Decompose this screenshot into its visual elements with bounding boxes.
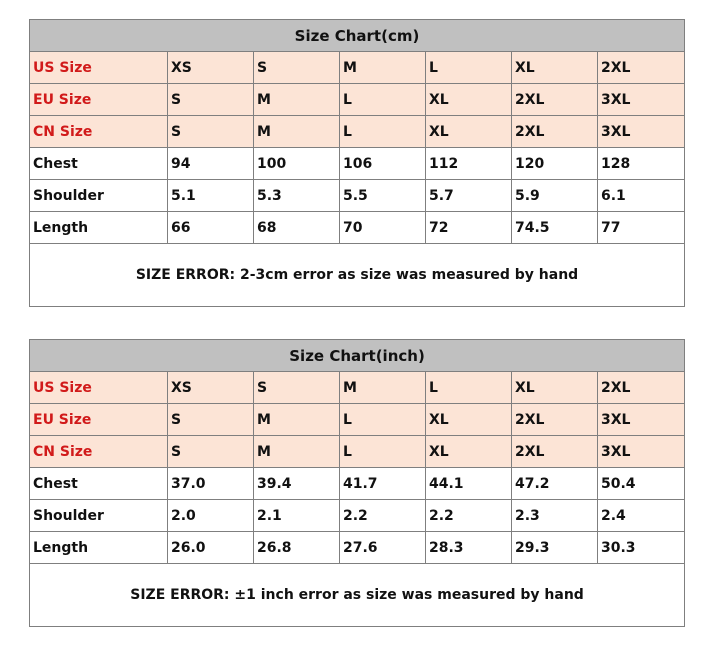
table-cell: 2.3 bbox=[512, 500, 598, 532]
table-cell: 2XL bbox=[512, 436, 598, 468]
table-cell: L bbox=[426, 372, 512, 404]
table-row bbox=[30, 180, 685, 212]
table-cell: 2.2 bbox=[426, 500, 512, 532]
table-row bbox=[30, 532, 685, 564]
table-cell: XL bbox=[512, 372, 598, 404]
table-cell: 2.0 bbox=[168, 500, 254, 532]
table-cell: 2.2 bbox=[340, 500, 426, 532]
table-cell: 2XL bbox=[512, 116, 598, 148]
table-cell: 5.3 bbox=[254, 180, 340, 212]
table-cell: 120 bbox=[512, 148, 598, 180]
size-error-note: SIZE ERROR: 2-3cm error as size was measured by hand bbox=[30, 244, 685, 307]
row-label: Shoulder bbox=[30, 500, 168, 532]
table-cell: XL bbox=[426, 84, 512, 116]
table-cell: 29.3 bbox=[512, 532, 598, 564]
table-cell: 26.8 bbox=[254, 532, 340, 564]
chart-title: Size Chart(inch) bbox=[30, 340, 685, 372]
table-cell: 6.1 bbox=[598, 180, 685, 212]
table-cell: M bbox=[254, 84, 340, 116]
table-cell: 5.7 bbox=[426, 180, 512, 212]
table-cell: XS bbox=[168, 372, 254, 404]
row-label: Shoulder bbox=[30, 180, 168, 212]
table-cell: 3XL bbox=[598, 84, 685, 116]
table-cell: 5.5 bbox=[340, 180, 426, 212]
table-cell: 47.2 bbox=[512, 468, 598, 500]
table-cell: 2XL bbox=[512, 84, 598, 116]
row-label: CN Size bbox=[30, 116, 168, 148]
row-label: Chest bbox=[30, 468, 168, 500]
table-cell: M bbox=[340, 52, 426, 84]
table-cell: 94 bbox=[168, 148, 254, 180]
table-cell: M bbox=[254, 404, 340, 436]
table-cell: 3XL bbox=[598, 116, 685, 148]
table-cell: 2.1 bbox=[254, 500, 340, 532]
table-cell: 128 bbox=[598, 148, 685, 180]
table-cell: 44.1 bbox=[426, 468, 512, 500]
table-row bbox=[30, 436, 685, 468]
table-row bbox=[30, 52, 685, 84]
table-row bbox=[30, 148, 685, 180]
table-cell: 2XL bbox=[512, 404, 598, 436]
table-cell: L bbox=[340, 436, 426, 468]
table-cell: S bbox=[168, 84, 254, 116]
table-cell: 66 bbox=[168, 212, 254, 244]
table-cell: 100 bbox=[254, 148, 340, 180]
table-cell: 50.4 bbox=[598, 468, 685, 500]
table-cell: L bbox=[426, 52, 512, 84]
chart-title: Size Chart(cm) bbox=[30, 20, 685, 52]
table-cell: S bbox=[168, 404, 254, 436]
row-label: Length bbox=[30, 212, 168, 244]
row-label: EU Size bbox=[30, 404, 168, 436]
table-cell: 2XL bbox=[598, 372, 685, 404]
size-chart-inch bbox=[29, 339, 685, 627]
table-cell: XL bbox=[426, 404, 512, 436]
row-label: CN Size bbox=[30, 436, 168, 468]
table-row bbox=[30, 116, 685, 148]
row-label: US Size bbox=[30, 372, 168, 404]
table-cell: 39.4 bbox=[254, 468, 340, 500]
row-label: Length bbox=[30, 532, 168, 564]
table-row bbox=[30, 212, 685, 244]
table-cell: 2.4 bbox=[598, 500, 685, 532]
table-cell: S bbox=[168, 436, 254, 468]
table-cell: 70 bbox=[340, 212, 426, 244]
table-cell: M bbox=[340, 372, 426, 404]
table-cell: XL bbox=[426, 436, 512, 468]
table-cell: 2XL bbox=[598, 52, 685, 84]
table-cell: XL bbox=[426, 116, 512, 148]
size-error-note: SIZE ERROR: ±1 inch error as size was measured by hand bbox=[30, 564, 685, 627]
table-cell: S bbox=[254, 372, 340, 404]
table-cell: L bbox=[340, 84, 426, 116]
table-cell: XL bbox=[512, 52, 598, 84]
table-cell: M bbox=[254, 116, 340, 148]
table-cell: 106 bbox=[340, 148, 426, 180]
table-cell: 5.1 bbox=[168, 180, 254, 212]
table-cell: 5.9 bbox=[512, 180, 598, 212]
table-cell: 3XL bbox=[598, 404, 685, 436]
row-label: Chest bbox=[30, 148, 168, 180]
table-row bbox=[30, 404, 685, 436]
table-cell: 30.3 bbox=[598, 532, 685, 564]
table-row bbox=[30, 84, 685, 116]
row-label: EU Size bbox=[30, 84, 168, 116]
table-row bbox=[30, 468, 685, 500]
table-cell: 41.7 bbox=[340, 468, 426, 500]
table-cell: 72 bbox=[426, 212, 512, 244]
table-cell: 26.0 bbox=[168, 532, 254, 564]
table-cell: L bbox=[340, 404, 426, 436]
table-cell: M bbox=[254, 436, 340, 468]
size-chart-cm bbox=[29, 19, 685, 307]
row-label: US Size bbox=[30, 52, 168, 84]
table-cell: L bbox=[340, 116, 426, 148]
table-cell: XS bbox=[168, 52, 254, 84]
table-cell: S bbox=[168, 116, 254, 148]
table-row bbox=[30, 500, 685, 532]
table-cell: 112 bbox=[426, 148, 512, 180]
table-cell: 74.5 bbox=[512, 212, 598, 244]
table-cell: 28.3 bbox=[426, 532, 512, 564]
table-cell: 37.0 bbox=[168, 468, 254, 500]
table-cell: S bbox=[254, 52, 340, 84]
table-cell: 27.6 bbox=[340, 532, 426, 564]
table-cell: 68 bbox=[254, 212, 340, 244]
table-row bbox=[30, 372, 685, 404]
table-cell: 3XL bbox=[598, 436, 685, 468]
table-cell: 77 bbox=[598, 212, 685, 244]
